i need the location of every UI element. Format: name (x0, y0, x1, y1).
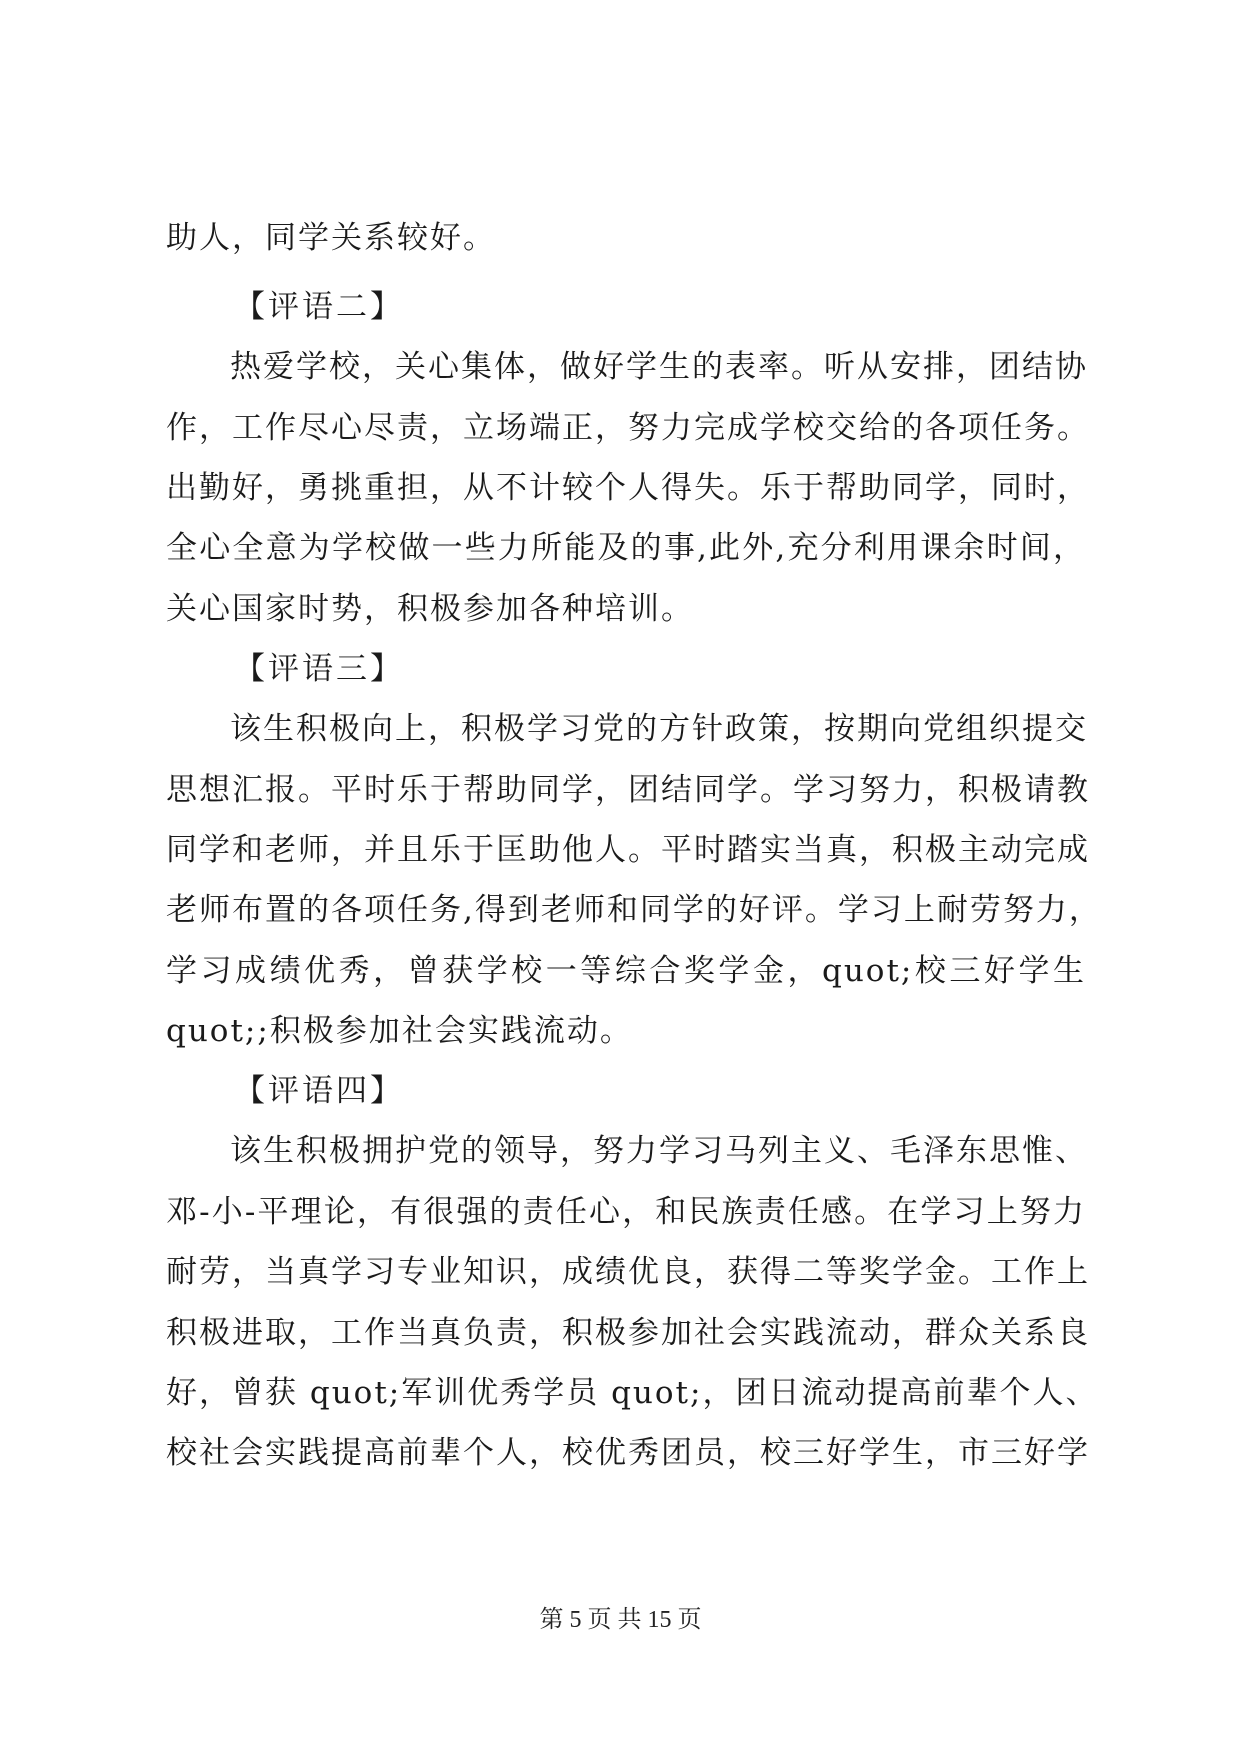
paragraph-line: 好，曾获 quot;军训优秀学员 quot;，团日流动提高前辈个人、 (166, 1375, 1099, 1411)
paragraph-line: 耐劳，当真学习专业知识，成绩优良，获得二等奖学金。工作上 (166, 1254, 1090, 1290)
paragraph-line: 关心国家时势，积极参加各种培训。 (166, 591, 694, 627)
paragraph-line: 邓-小-平理论，有很强的责任心，和民族责任感。在学习上努力 (166, 1194, 1086, 1230)
paragraph-line: 该生积极拥护党的领导，努力学习马列主义、毛泽东思惟、 (230, 1133, 1088, 1169)
section-heading: 【评语四】 (234, 1073, 404, 1109)
paragraph-line: 热爱学校，关心集体，做好学生的表率。听从安排，团结协 (230, 349, 1088, 385)
paragraph-line: 出勤好，勇挑重担，从不计较个人得失。乐于帮助同学，同时， (166, 470, 1090, 506)
paragraph-line: 校社会实践提高前辈个人，校优秀团员，校三好学生，市三好学 (166, 1435, 1090, 1471)
section-heading: 【评语二】 (234, 289, 404, 325)
paragraph-line: 思想汇报。平时乐于帮助同学，团结同学。学习努力，积极请教 (166, 772, 1090, 808)
page-number-footer: 第 5 页 共 15 页 (539, 1607, 702, 1633)
section-heading: 【评语三】 (234, 651, 404, 687)
paragraph-line: 老师布置的各项任务,得到老师和同学的好评。学习上耐劳努力， (166, 892, 1102, 928)
paragraph-line: 积极进取，工作当真负责，积极参加社会实践流动，群众关系良 (166, 1315, 1090, 1351)
paragraph-line: 作，工作尽心尽责，立场端正，努力完成学校交给的各项任务。 (166, 410, 1090, 446)
paragraph-line: 全心全意为学校做一些力所能及的事,此外,充分利用课余时间， (166, 530, 1086, 566)
paragraph-line: 学习成绩优秀，曾获学校一等综合奖学金，quot;校三好学生 (166, 953, 1086, 989)
paragraph-line: 助人，同学关系较好。 (166, 220, 496, 256)
paragraph-line: quot;;积极参加社会实践流动。 (166, 1013, 633, 1049)
paragraph-line: 该生积极向上，积极学习党的方针政策，按期向党组织提交 (230, 711, 1088, 747)
paragraph-line: 同学和老师，并且乐于匡助他人。平时踏实当真，积极主动完成 (166, 832, 1090, 868)
